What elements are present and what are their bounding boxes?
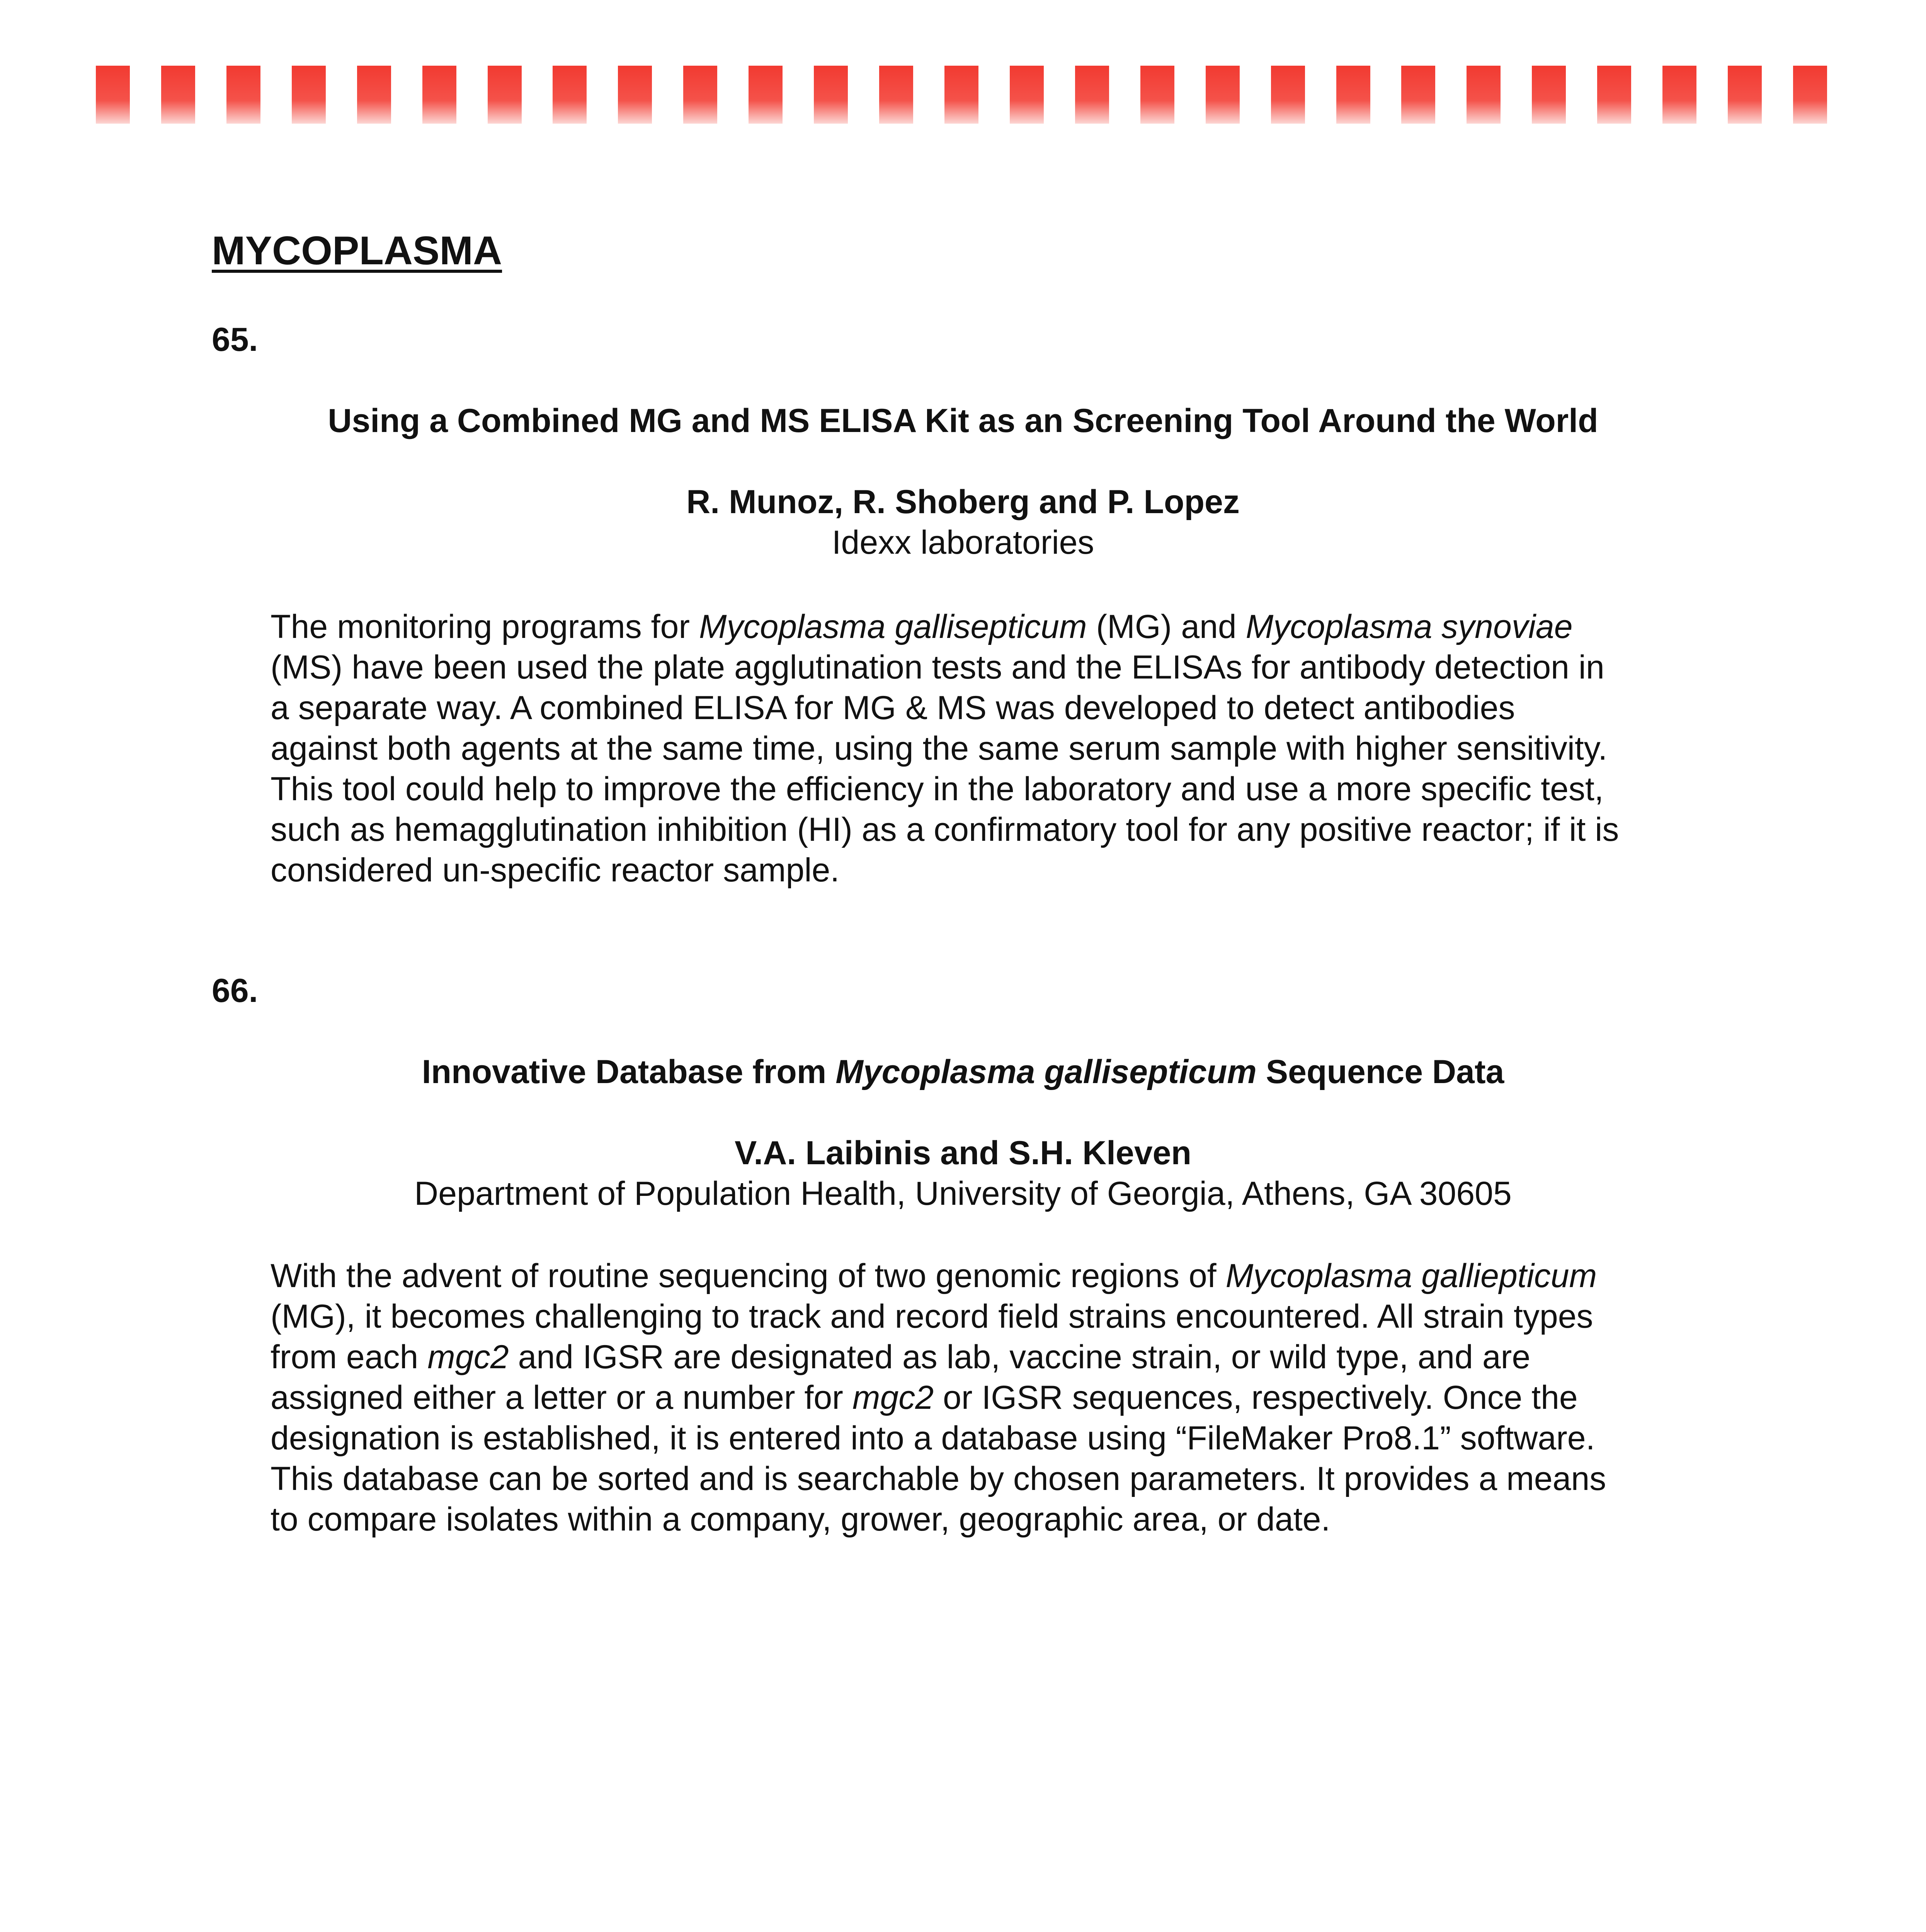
- body-line: [271, 1499, 1739, 1540]
- text-run: and IGSR are designated as lab, vaccine strain, or wild type, and are: [509, 1338, 1531, 1376]
- text-run: This database can be sorted and is searchable by chosen parameters. It provides a means: [271, 1460, 1606, 1497]
- header-block: [1467, 66, 1501, 124]
- text-run: designation is established, it is entered into a database using “FileMaker Pro8.1” software.: [271, 1420, 1595, 1457]
- body-line: [271, 850, 1739, 891]
- header-block: [96, 66, 130, 124]
- body-line: [271, 647, 1739, 688]
- text-run: Using a Combined MG and MS ELISA Kit as an Screening Tool Around the World: [328, 402, 1598, 439]
- italic-text: mgc2: [427, 1338, 509, 1376]
- header-block: [1793, 66, 1827, 124]
- text-run: to compare isolates within a company, grower, geographic area, or date.: [271, 1501, 1331, 1538]
- header-block: [618, 66, 652, 124]
- header-block: [1206, 66, 1240, 124]
- text-run: Sequence Data: [1256, 1053, 1504, 1090]
- italic-text: Mycoplasma gallisepticum: [699, 608, 1087, 645]
- header-block: [944, 66, 978, 124]
- text-run: (MG) and: [1087, 608, 1246, 645]
- text-run: The monitoring programs for: [271, 608, 699, 645]
- body-line: [271, 1296, 1739, 1337]
- header-block: [226, 66, 260, 124]
- text-run: a separate way. A combined ELISA for MG & MS was developed to detect antibodies: [271, 689, 1515, 726]
- header-block: [1010, 66, 1044, 124]
- body-line: [271, 607, 1739, 647]
- header-block: [1597, 66, 1631, 124]
- header-block: [1336, 66, 1370, 124]
- header-block: [1662, 66, 1696, 124]
- body-line: [271, 1256, 1739, 1296]
- abstract-authors: R. Munoz, R. Shoberg and P. Lopez: [686, 483, 1240, 520]
- header-block: [749, 66, 783, 124]
- text-run: (MS) have been used the plate agglutination tests and the ELISAs for antibody detection in: [271, 649, 1604, 686]
- text-run: from each: [271, 1338, 428, 1376]
- text-run: such as hemagglutination inhibition (HI) as a confirmatory tool for any positive reactor; if it is: [271, 811, 1619, 848]
- body-line: [271, 688, 1739, 728]
- header-block: [553, 66, 587, 124]
- header-block: [292, 66, 326, 124]
- header-block: [814, 66, 848, 124]
- abstract-title: [0, 1053, 1926, 1091]
- header-block: [1271, 66, 1305, 124]
- text-run: against both agents at the same time, using the same serum sample with higher sensitivity.: [271, 730, 1608, 767]
- body-line: [271, 1337, 1739, 1378]
- body-line: [271, 1459, 1739, 1499]
- text-run: With the advent of routine sequencing of two genomic regions of: [271, 1257, 1226, 1294]
- abstract-number: 65.: [212, 321, 258, 358]
- text-run: (MG), it becomes challenging to track and record field strains encountered. All strain types: [271, 1298, 1593, 1335]
- abstract-body: [271, 607, 1739, 891]
- text-run: or IGSR sequences, respectively. Once the: [934, 1379, 1578, 1416]
- abstract-affiliation: Idexx laboratories: [832, 524, 1094, 561]
- section-title: MYCOPLASMA: [212, 228, 502, 273]
- body-line: [271, 1378, 1739, 1418]
- header-block: [161, 66, 195, 124]
- text-run: Innovative Database from: [422, 1053, 836, 1090]
- body-line: [271, 728, 1739, 769]
- header-block: [1140, 66, 1174, 124]
- abstract-authors: V.A. Laibinis and S.H. Kleven: [734, 1134, 1192, 1172]
- body-line: [271, 1418, 1739, 1459]
- header-block: [683, 66, 717, 124]
- abstract-body: [271, 1256, 1739, 1540]
- header-block: [1532, 66, 1566, 124]
- header-block: [1401, 66, 1435, 124]
- text-run: This tool could help to improve the efficiency in the laboratory and use a more specific test,: [271, 770, 1604, 808]
- body-line: [271, 769, 1739, 810]
- body-line: [271, 810, 1739, 850]
- abstract-title: [0, 402, 1926, 440]
- header-block: [1728, 66, 1762, 124]
- header-block: [357, 66, 391, 124]
- italic-text: Mycoplasma gallisepticum: [835, 1053, 1257, 1090]
- header-block: [1075, 66, 1109, 124]
- italic-text: mgc2: [852, 1379, 934, 1416]
- decorative-header-band: [96, 66, 1827, 124]
- text-run: assigned either a letter or a number for: [271, 1379, 852, 1416]
- header-block: [488, 66, 522, 124]
- text-run: considered un-specific reactor sample.: [271, 852, 840, 889]
- italic-text: Mycoplasma synoviae: [1245, 608, 1573, 645]
- abstract-number: 66.: [212, 972, 258, 1009]
- header-block: [879, 66, 913, 124]
- header-block: [422, 66, 456, 124]
- abstract-affiliation: Department of Population Health, University of Georgia, Athens, GA 30605: [414, 1175, 1512, 1212]
- italic-text: Mycoplasma galliepticum: [1225, 1257, 1597, 1294]
